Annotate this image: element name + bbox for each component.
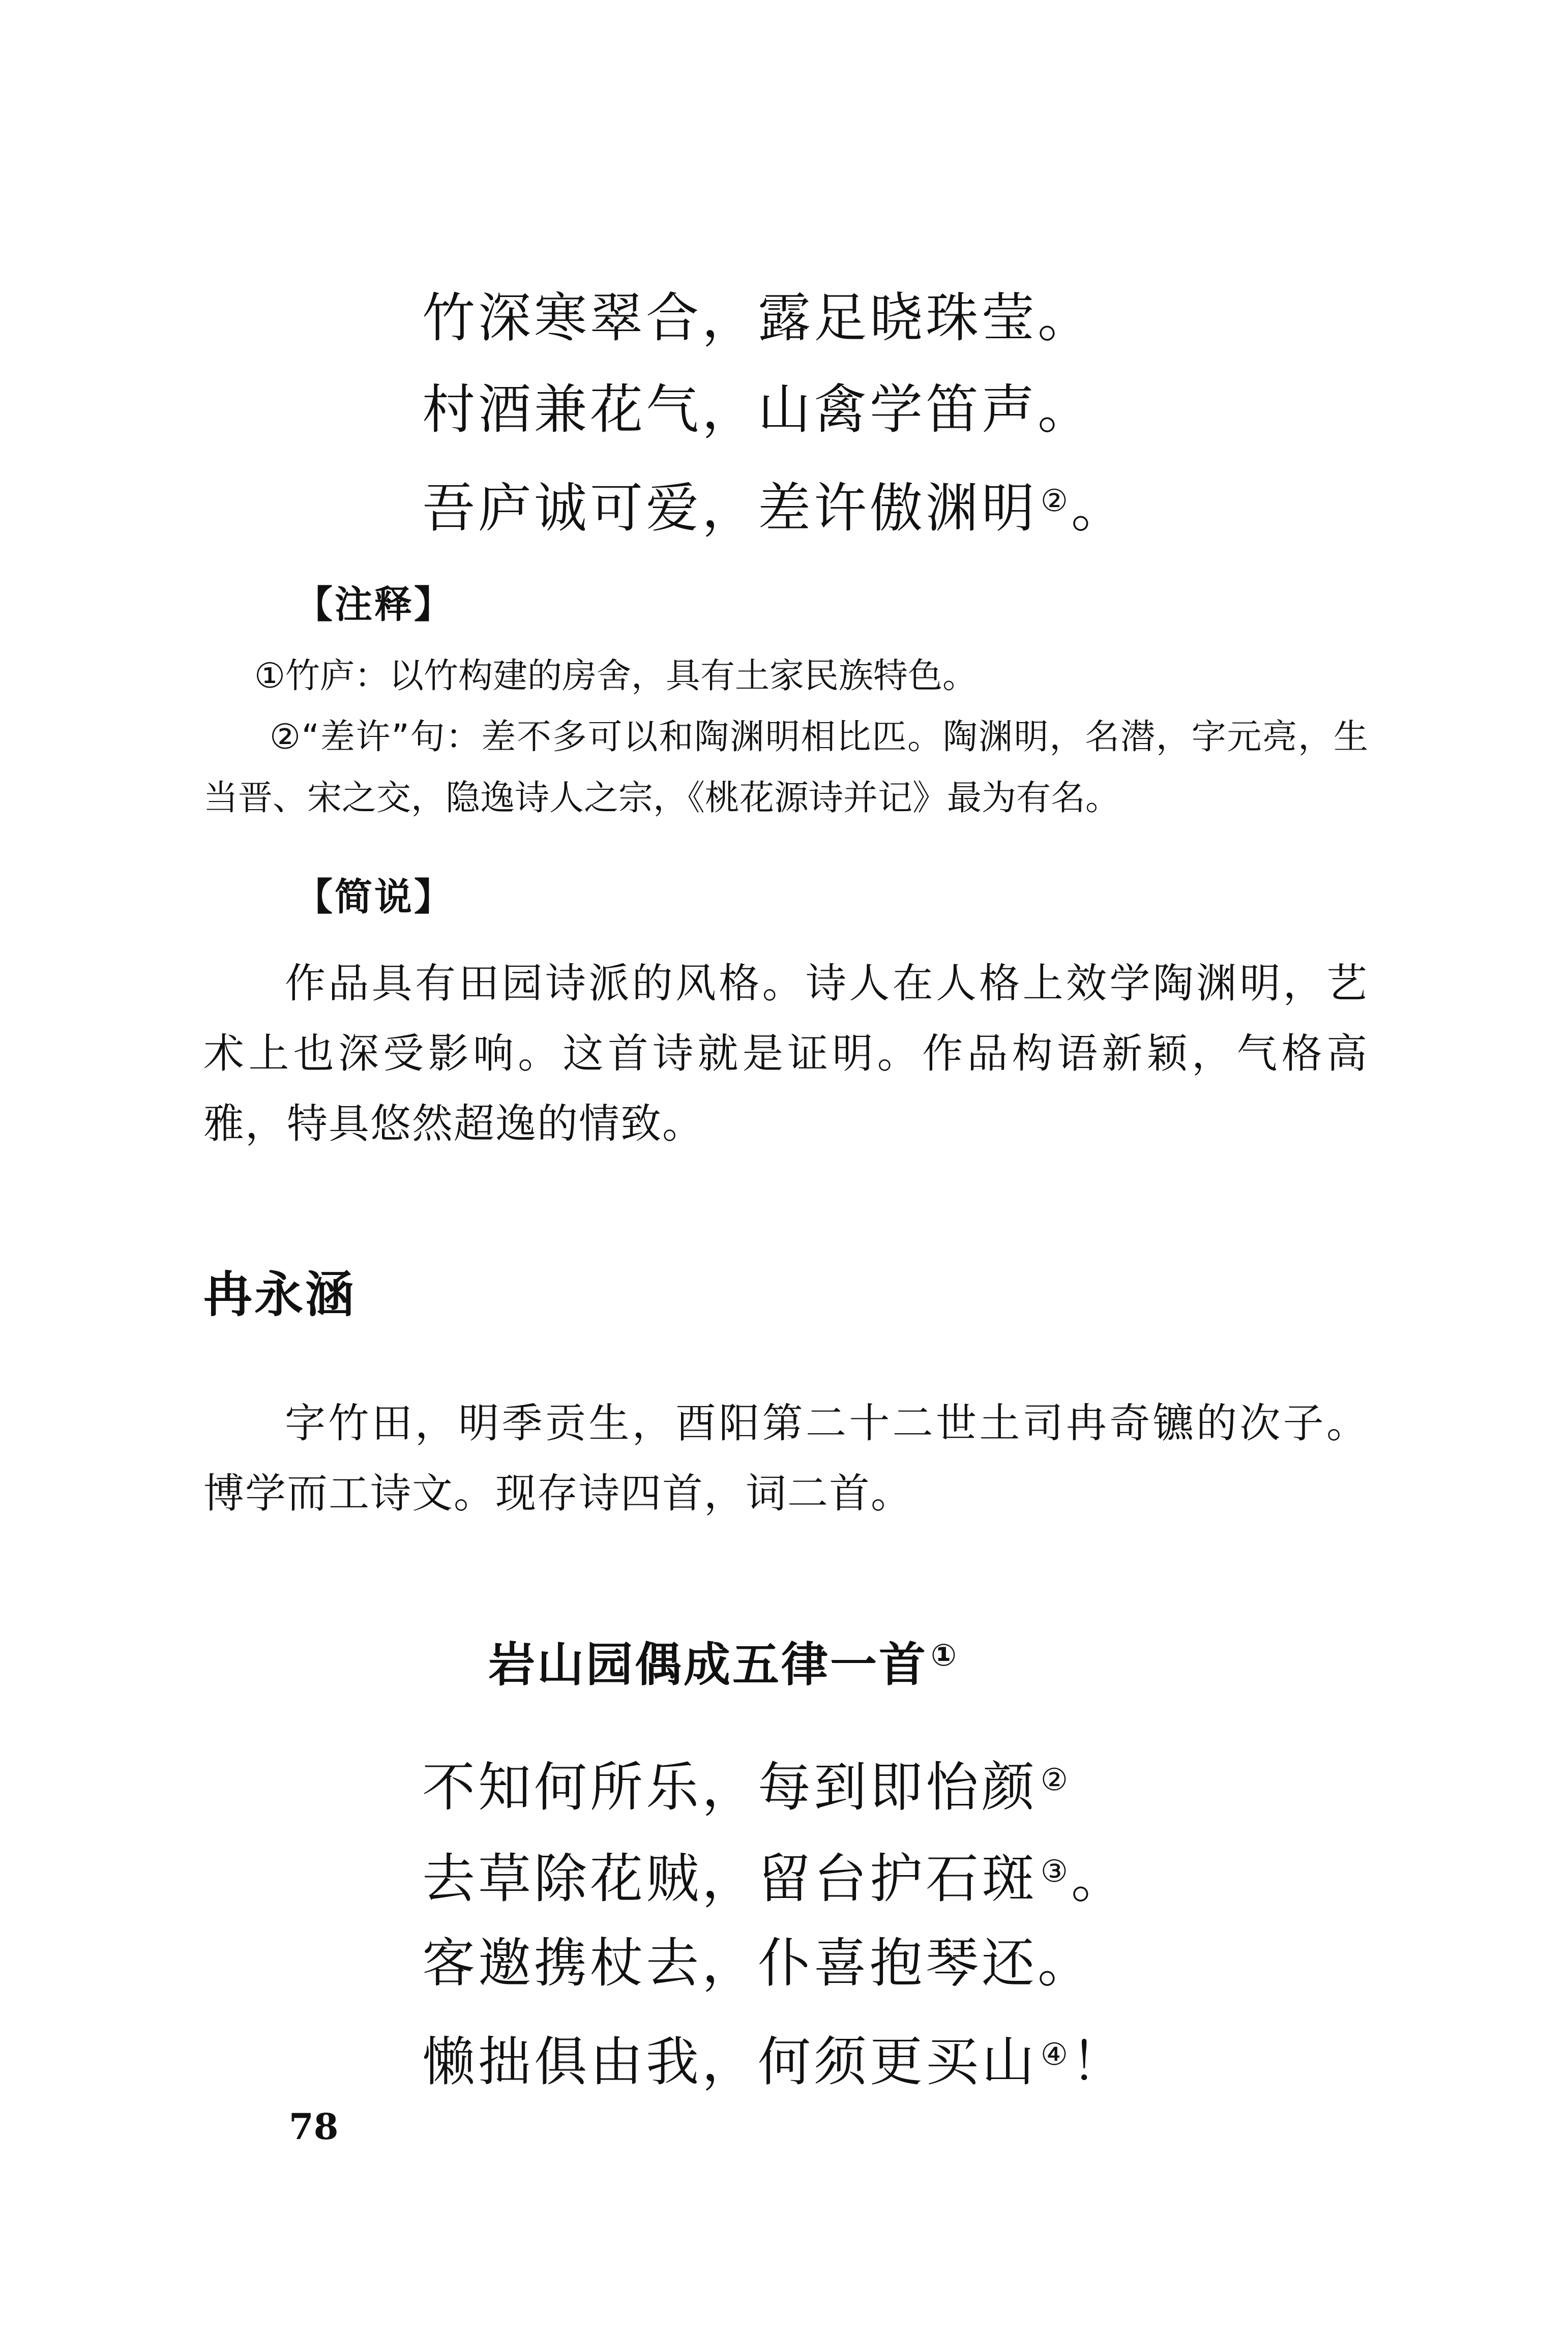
poem-line-punctuation: ！ xyxy=(1071,2031,1127,2093)
note-item: ②“差许”句：差不多可以和陶渊明相比匹。陶渊明，名潜，字元亮，生当晋、宋之交，隐逸诗人之宗，《桃花源诗并记》最为有名。 xyxy=(203,717,1368,818)
commentary-text: 作品具有田园诗派的风格。诗人在人格上效学陶渊明，艺术上也深受影响。这首诗就是证明。作品构语新颖，气格高雅，特具悠然超逸的情致。 xyxy=(203,960,1368,1147)
poem-2-line xyxy=(422,2009,1127,2100)
poem-1-line xyxy=(422,272,1127,364)
footnote-marker: ② xyxy=(1041,483,1071,519)
poem-1 xyxy=(422,272,1127,547)
poem-line-text: 客邀携杖去，仆喜抱琴还。 xyxy=(422,1932,1094,1994)
poem-1-line xyxy=(422,364,1127,455)
poem-line-text: 村酒兼花气，山禽学笛声。 xyxy=(422,378,1094,440)
poem-line-text: 懒拙俱由我，何须更买山 xyxy=(422,2031,1038,2093)
notes-list xyxy=(203,646,1368,829)
commentary-body xyxy=(203,948,1368,1159)
notes-heading: 【注释】 xyxy=(295,583,454,627)
poem-2-line xyxy=(422,1826,1127,1917)
poem-2-title xyxy=(488,1627,959,1695)
note-item: ①竹庐：以竹构建的房舍，具有土家民族特色。 xyxy=(254,656,977,696)
footnote-marker: ① xyxy=(931,1638,959,1673)
footnote-marker: ④ xyxy=(1041,2037,1071,2072)
page-number: 78 xyxy=(289,2105,339,2148)
poem-line-text: 去草除花贼，留台护石斑 xyxy=(422,1848,1038,1910)
poem-line-text: 不知何所乐，每到即怡颜 xyxy=(422,1756,1038,1818)
poem-line-punctuation: 。 xyxy=(1071,1848,1127,1910)
commentary-heading: 【简说】 xyxy=(295,875,454,919)
author-name: 冉永涵 xyxy=(203,1266,356,1323)
poem-line-text: 吾庐诚可爱，差许傲渊明 xyxy=(422,477,1038,539)
poem-1-line xyxy=(422,455,1127,547)
poem-2-line xyxy=(422,1917,1127,2009)
poem-title-text: 岩山园偶成五律一首 xyxy=(488,1638,928,1692)
footnote-marker: ② xyxy=(1041,1762,1071,1798)
poem-line-punctuation: 。 xyxy=(1071,477,1127,539)
footnote-marker: ③ xyxy=(1041,1854,1071,1889)
poem-line-text: 竹深寒翠合，露足晓珠莹。 xyxy=(422,287,1094,349)
author-bio-text: 字竹田，明季贡生，酉阳第二十二世土司冉奇镳的次子。博学而工诗文。现存诗四首，词二首。 xyxy=(203,1400,1368,1517)
poem-2 xyxy=(422,1734,1127,2100)
author-bio xyxy=(203,1388,1368,1529)
poem-2-line xyxy=(422,1734,1127,1826)
